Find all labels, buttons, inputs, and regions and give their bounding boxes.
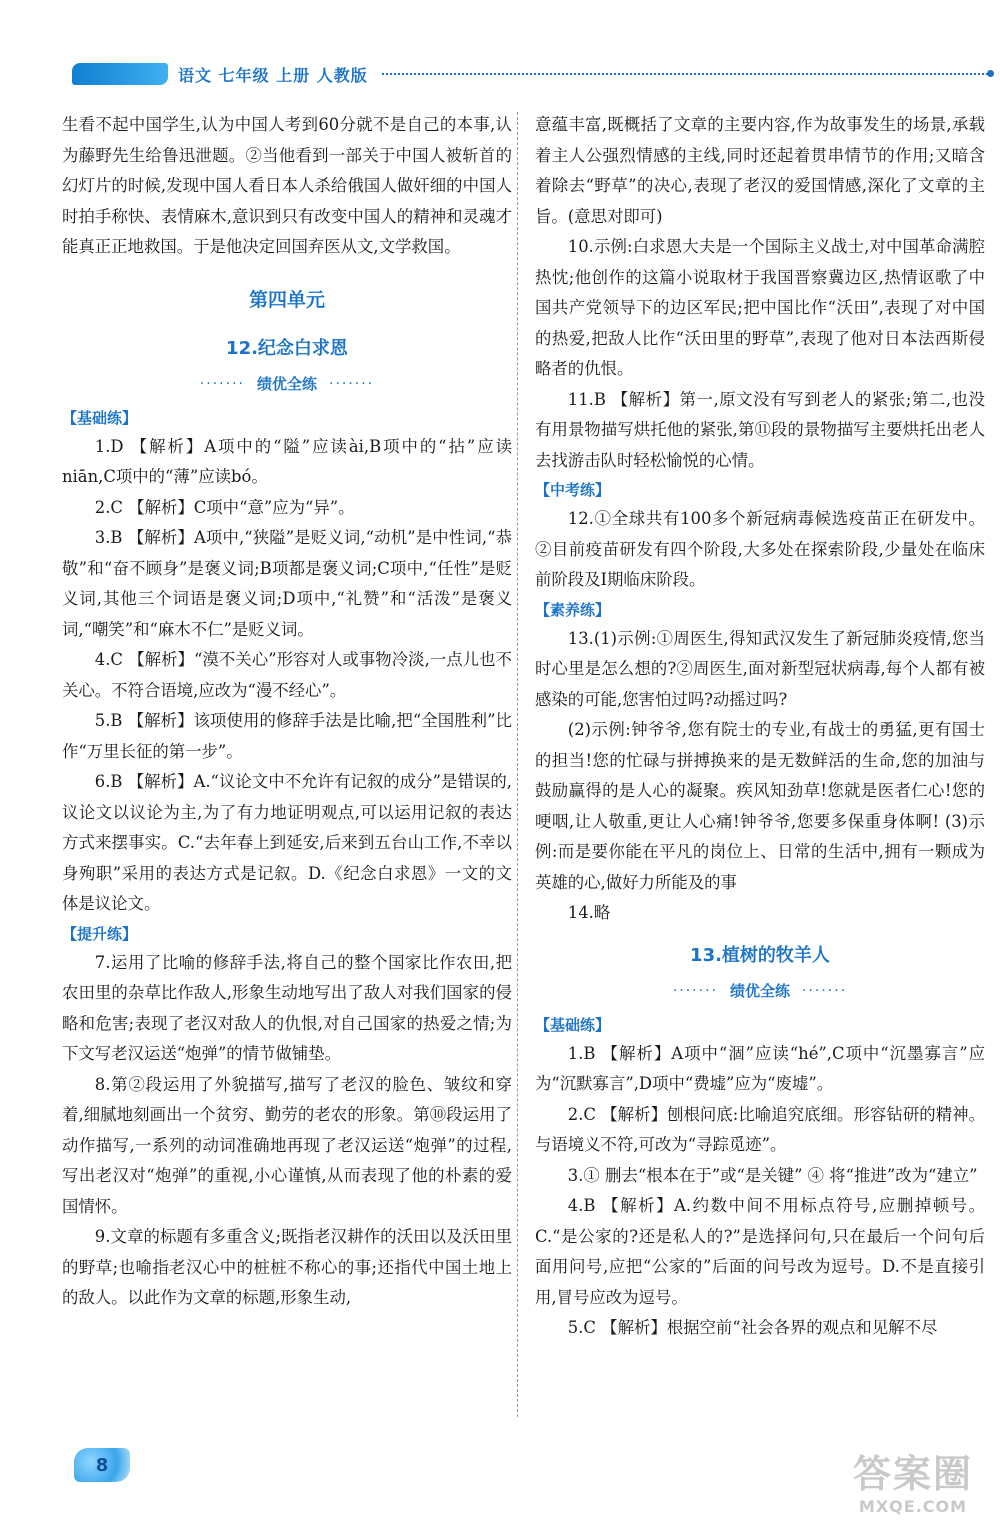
band-dots-left: ······· (199, 375, 245, 392)
section-band (62, 370, 512, 398)
answer-2: 2.C 【解析】C项中“意”应为“异”。 (94, 497, 355, 517)
page-header (72, 62, 992, 86)
band-dots-right-13: ······· (802, 982, 848, 999)
answer-12: 12.①全球共有100多个新冠病毒候选疫苗正在研发中。②目前疫苗研发有四个阶段,大多处在探索阶段,少量处在临床前阶段及Ⅰ期临床阶段。 (535, 509, 985, 589)
band-dots-left-13: ······· (672, 982, 718, 999)
answer-11: 11.B 【解析】第一,原文没有写到老人的紧张;第二,也没有用景物描写烘托他的紧张,第⑪段的景物描写主要烘托出老人去找游击队时轻松愉悦的心情。 (535, 389, 985, 470)
answer-13-b2: 2.C 【解析】刨根问底:比喻追究底细。形容钻研的精神。与语境义不符,可改为“寻踪觅迹”。 (535, 1104, 985, 1154)
header-dotted-rule (382, 73, 992, 75)
continued-answer: 生看不起中国学生,认为中国人考到60分就不是自己的本事,认为藤野先生给鲁迅泄题。②当他看到一部关于中国人被斩首的幻灯片的时候,发现中国人看日本人杀给俄国人做奸细的中国人时拍手称快、表情麻木,意识到只有改变中国人的精神和灵魂才能真正正地救国。于是他决定回国弃医从文,文学救国。 (62, 115, 512, 256)
column-divider (517, 112, 518, 1417)
watermark-logo: 答案圈 (852, 1452, 973, 1496)
answer-13-b5: 5.C 【解析】根据空前“社会各界的观点和见解不尽 (567, 1318, 938, 1337)
lesson-title: 12.纪念白求恩 (226, 337, 348, 359)
answer-10: 10.示例:白求恩大夫是一个国际主义战士,对中国革命满腔热忱;他创作的这篇小说取材于我国晋察冀边区,热情讴歌了中国共产党领导下的边区军民;把中国比作“沃田”,表现了对中国的热爱,把敌人比作“沃田里的野草”,表现了他对日本法西斯侵略者的仇恨。 (535, 237, 985, 378)
section-band-label-13: 绩优全练 (729, 982, 790, 1000)
answer-6: 6.B 【解析】A.“议论文中不允许有记叙的成分”是错误的,议论文以议论为主,为了有力地证明观点,可以运用记叙的表达方式来摆事实。C.“去年春上到延安,后来到五台山工作,不幸以身殉职”采用的表达方式是记叙。D.《纪念白求恩》一文的文体是议论文。 (62, 772, 512, 913)
band-dots-right: ······· (329, 375, 375, 392)
continued-answer-9: 意蕴丰富,既概括了文章的主要内容,作为故事发生的场景,承载着主人公强烈情感的主线,同时还起着贯串情节的作用;又暗含着除去“野草”的决心,表现了老汉的爱国情感,深化了文章的主旨。(意思对即可) (535, 115, 985, 226)
answer-13-b3: 3.① 删去“根本在于”或“是关键” ④ 将“推进”改为“建立” (567, 1165, 978, 1185)
header-end-dot (987, 70, 994, 77)
header-title: 语文 七年级 上册 人教版 (178, 65, 368, 85)
answer-13-b1: 1.B 【解析】A项中“涸”应读“hé”,C项中“沉墨寡言”应为“沉默寡言”,D项中“费墟”应为“废墟”。 (535, 1043, 985, 1093)
watermark-url: MXQE.COM (858, 1497, 968, 1516)
unit-title: 第四单元 (248, 288, 325, 311)
answer-14: 14.略 (567, 903, 611, 922)
answer-1: 1.D 【解析】A项中的“隘”应读ài,B项中的“拈”应读niān,C项中的“薄”应读bó。 (62, 436, 512, 486)
answer-3: 3.B 【解析】A项中,“狭隘”是贬义词,“动机”是中性词,“恭敬”和“奋不顾身”是褒义词;B项都是褒义词;C项中,“任性”是贬义词,其他三个词语是褒义词;D项中,“礼赞”和“活泼”是褒义词,“嘲笑”和“麻木不仁”是贬义词。 (62, 528, 512, 639)
tag-basic-practice-13: 【基础练】 (535, 1015, 611, 1034)
series-logo (72, 63, 168, 85)
section-band-label: 绩优全练 (256, 375, 317, 393)
page-number: 8 (74, 1448, 130, 1482)
answer-13-1: 13.(1)示例:①周医生,得知武汉发生了新冠肺炎疫情,您当时心里是怎么想的?②周医生,面对新型冠状病毒,每个人都有被感染的可能,您害怕过吗?动摇过吗? (535, 628, 985, 709)
answer-9: 9.文章的标题有多重含义;既指老汉耕作的沃田以及沃田里的野草;也喻指老汉心中的桩桩不称心的事;还指代中国土地上的敌人。以此作为文章的标题,形象生动, (62, 1227, 512, 1307)
tag-basic-practice: 【基础练】 (62, 408, 138, 427)
left-column (62, 110, 512, 1314)
tag-quality-practice: 【素养练】 (535, 600, 611, 619)
section-band-13 (535, 977, 985, 1005)
answer-13-2: (2)示例:钟爷爷,您有院士的专业,有战士的勇猛,更有国士的担当!您的忙碌与拼搏换来的是无数鲜活的生命,您的加油与鼓励赢得的是人心的凝聚。疾风知劲草!您就是医者仁心!您的哽咽,让人敬重,更让人心痛!钟爷爷,您要多保重身体啊! (3)示例:而是要你能在平凡的岗位上、日常的生活中,拥有一颗成为英雄的心,做好力所能及的事 (535, 720, 985, 892)
watermark (838, 1452, 988, 1524)
answer-5: 5.B 【解析】该项使用的修辞手法是比喻,把“全国胜利”比作“万里长征的第一步”。 (62, 711, 512, 761)
tag-advanced-practice: 【提升练】 (62, 924, 138, 943)
answer-7: 7.运用了比喻的修辞手法,将自己的整个国家比作农田,把农田里的杂草比作敌人,形象生动地写出了敌人对我们国家的侵略和危害;表现了老汉对敌人的仇恨,对自己国家的热爱之情;为下文写老汉运送“炮弹”的情节做铺垫。 (62, 952, 512, 1063)
tag-exam-practice: 【中考练】 (535, 481, 611, 499)
answer-8: 8.第②段运用了外貌描写,描写了老汉的脸色、皱纹和穿着,细腻地刻画出一个贫穷、勤劳的老农的形象。第⑩段运用了动作描写,一系列的动词准确地再现了老汉运送“炮弹”的过程,写出老汉对“炮弹”的重视,小心谨慎,从而表现了他的朴素的爱国情怀。 (62, 1074, 512, 1216)
answer-4: 4.C 【解析】“漠不关心”形容对人或事物冷淡,一点儿也不关心。不符合语境,应改为“漫不经心”。 (62, 650, 512, 700)
answer-13-b4: 4.B 【解析】A.约数中间不用标点符号,应删掉顿号。C.“是公家的?还是私人的?”是选择问句,只在最后一个问句后面用问号,应把“公家的”后面的问号改为逗号。D.不是直接引用,冒号应改为逗号。 (535, 1196, 985, 1307)
lesson-title-13: 13.植树的牧羊人 (690, 944, 830, 966)
right-column (535, 110, 985, 1344)
